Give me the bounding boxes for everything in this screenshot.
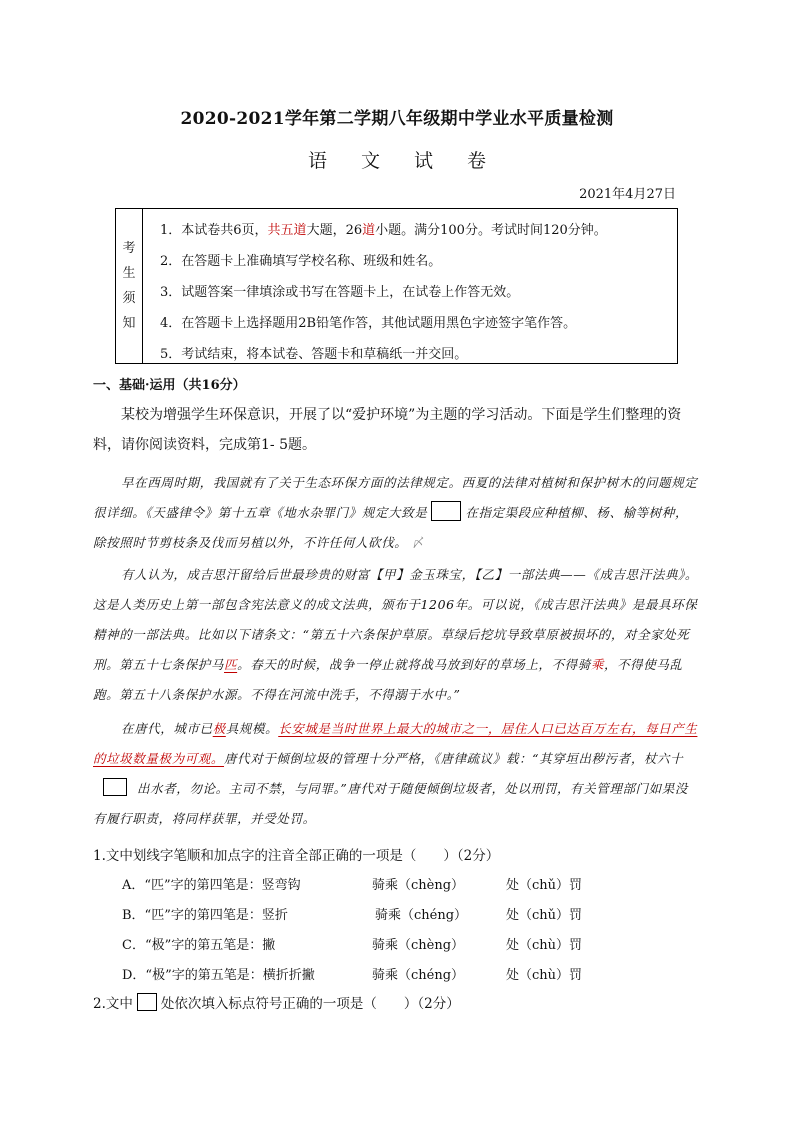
notice-item: 1．本试卷共6页，共五道大题，26道小题。满分100分。考试时间120分钟。 [160,223,607,238]
notice-item: 4．在答题卡上选择题用2B铅笔作答，其他试题用黑色字迹签字笔作答。 [160,316,577,331]
q1-option-c[interactable]: C．“极”字的第五笔是：撇 骑乘（chèng） 处（chù）罚 [122,938,583,953]
q1-option-a[interactable]: A．“匹”字的第四笔是：竖弯钩 骑乘（chèng） 处（chǔ）罚 [122,878,583,893]
material-paragraph-2: 有人认为，成吉思汗留给后世最珍贵的财富【甲】金玉珠宝，【乙】一部法典——《成吉思汗法典》。这是人类历史上第一部包含宪法意义的成文法典，颁布于1206年。可以说，《成吉思汗法典》是最具环保精神的一部法典。比如以下诸条文：“第五十六条保护草原。草绿后挖坑导致草原被损坏的，对全家处死刑。第五十七条保护马匹。春天的时候，战争一停止就将战马放到好的草场上，不得骑乘，不得使马乱跑。第五十八条保护水源。不得在河流中洗手，不得溺于水中。” [93,567,699,702]
exam-date: 2021年4月27日 [579,187,676,202]
underlined-char: 匹 [224,657,238,672]
underlined-char: 极 [212,721,226,736]
underlined-sentence: 长安城是当时世界上最大的城市之一，居住人口已达百万左右，每日产生的垃圾数量极为可观。 [93,721,698,766]
question-2-stem: 2.文中 处依次填入标点符号正确的一项是（ ）（2分） [93,992,460,1012]
notice-item: 5．考试结束，将本试卷、答题卡和草稿纸一并交回。 [160,347,468,362]
notice-item: 2．在答题卡上准确填写学校名称、班级和姓名。 [160,254,442,269]
notice-item: 3．试题答案一律填涂或书写在答题卡上，在试卷上作答无效。 [160,285,520,300]
handwritten-mark: 〆 [411,535,426,550]
material-paragraph-3: 在唐代，城市已极具规模。长安城是当时世界上最大的城市之一，居住人口已达百万左右，每日产生的垃圾数量极为可观。唐代对于倾倒垃圾的管理十分严格，《唐律疏议》载：“其穿垣出秽污者，杖六十出水者，勿论。主司不禁，与同罪。”唐代对于随便倾倒垃圾者，处以刑罚，有关管理部门如果没有履行职责，将同样获罪，并受处罚。 [93,721,698,826]
notice-label-char: 知 [122,316,136,331]
answer-blank-box [103,778,127,796]
notice-label-char: 生 [122,266,136,281]
material-paragraph-1: 早在西周时期，我国就有了关于生态环保方面的法律规定。西夏的法律对植树和保护树木的问题规定很详细。《天盛律令》第十五章《地水杂罪门》规定大致是 在指定渠段应种植柳、杨、榆等树种，除按照时节剪枝条及伐而另植以外，不许任何人砍伐。 〆 [93,475,698,550]
exam-subtitle: 语 文 试 卷 [307,150,501,172]
notice-box [115,208,678,364]
answer-blank-box [137,993,157,1011]
notice-label-char: 须 [122,291,136,306]
dotted-char: 乘 [590,657,604,672]
notice-list [160,215,607,370]
notice-label [116,209,143,363]
q1-option-d[interactable]: D．“极”字的第五笔是：横折折撇 骑乘（chéng） 处（chù）罚 [122,968,583,983]
answer-blank-box [431,501,461,521]
exam-title: 2020-2021学年第二学期八年级期中学业水平质量检测 [180,109,614,129]
question-1-stem: 1.文中划线字笔顺和加点字的注音全部正确的一项是（ ）（2分） [93,848,500,864]
section-heading: 一、基础·运用（共16分） [93,378,246,393]
notice-label-char: 考 [122,241,136,256]
intro-paragraph: 某校为增强学生环保意识，开展了以“爱护环境”为主题的学习活动。下面是学生们整理的资料，请你阅读资料，完成第1- 5题。 [93,407,682,453]
q1-option-b[interactable]: B．“匹”字的第四笔是：竖折 骑乘（chéng） 处（chǔ）罚 [122,908,583,923]
